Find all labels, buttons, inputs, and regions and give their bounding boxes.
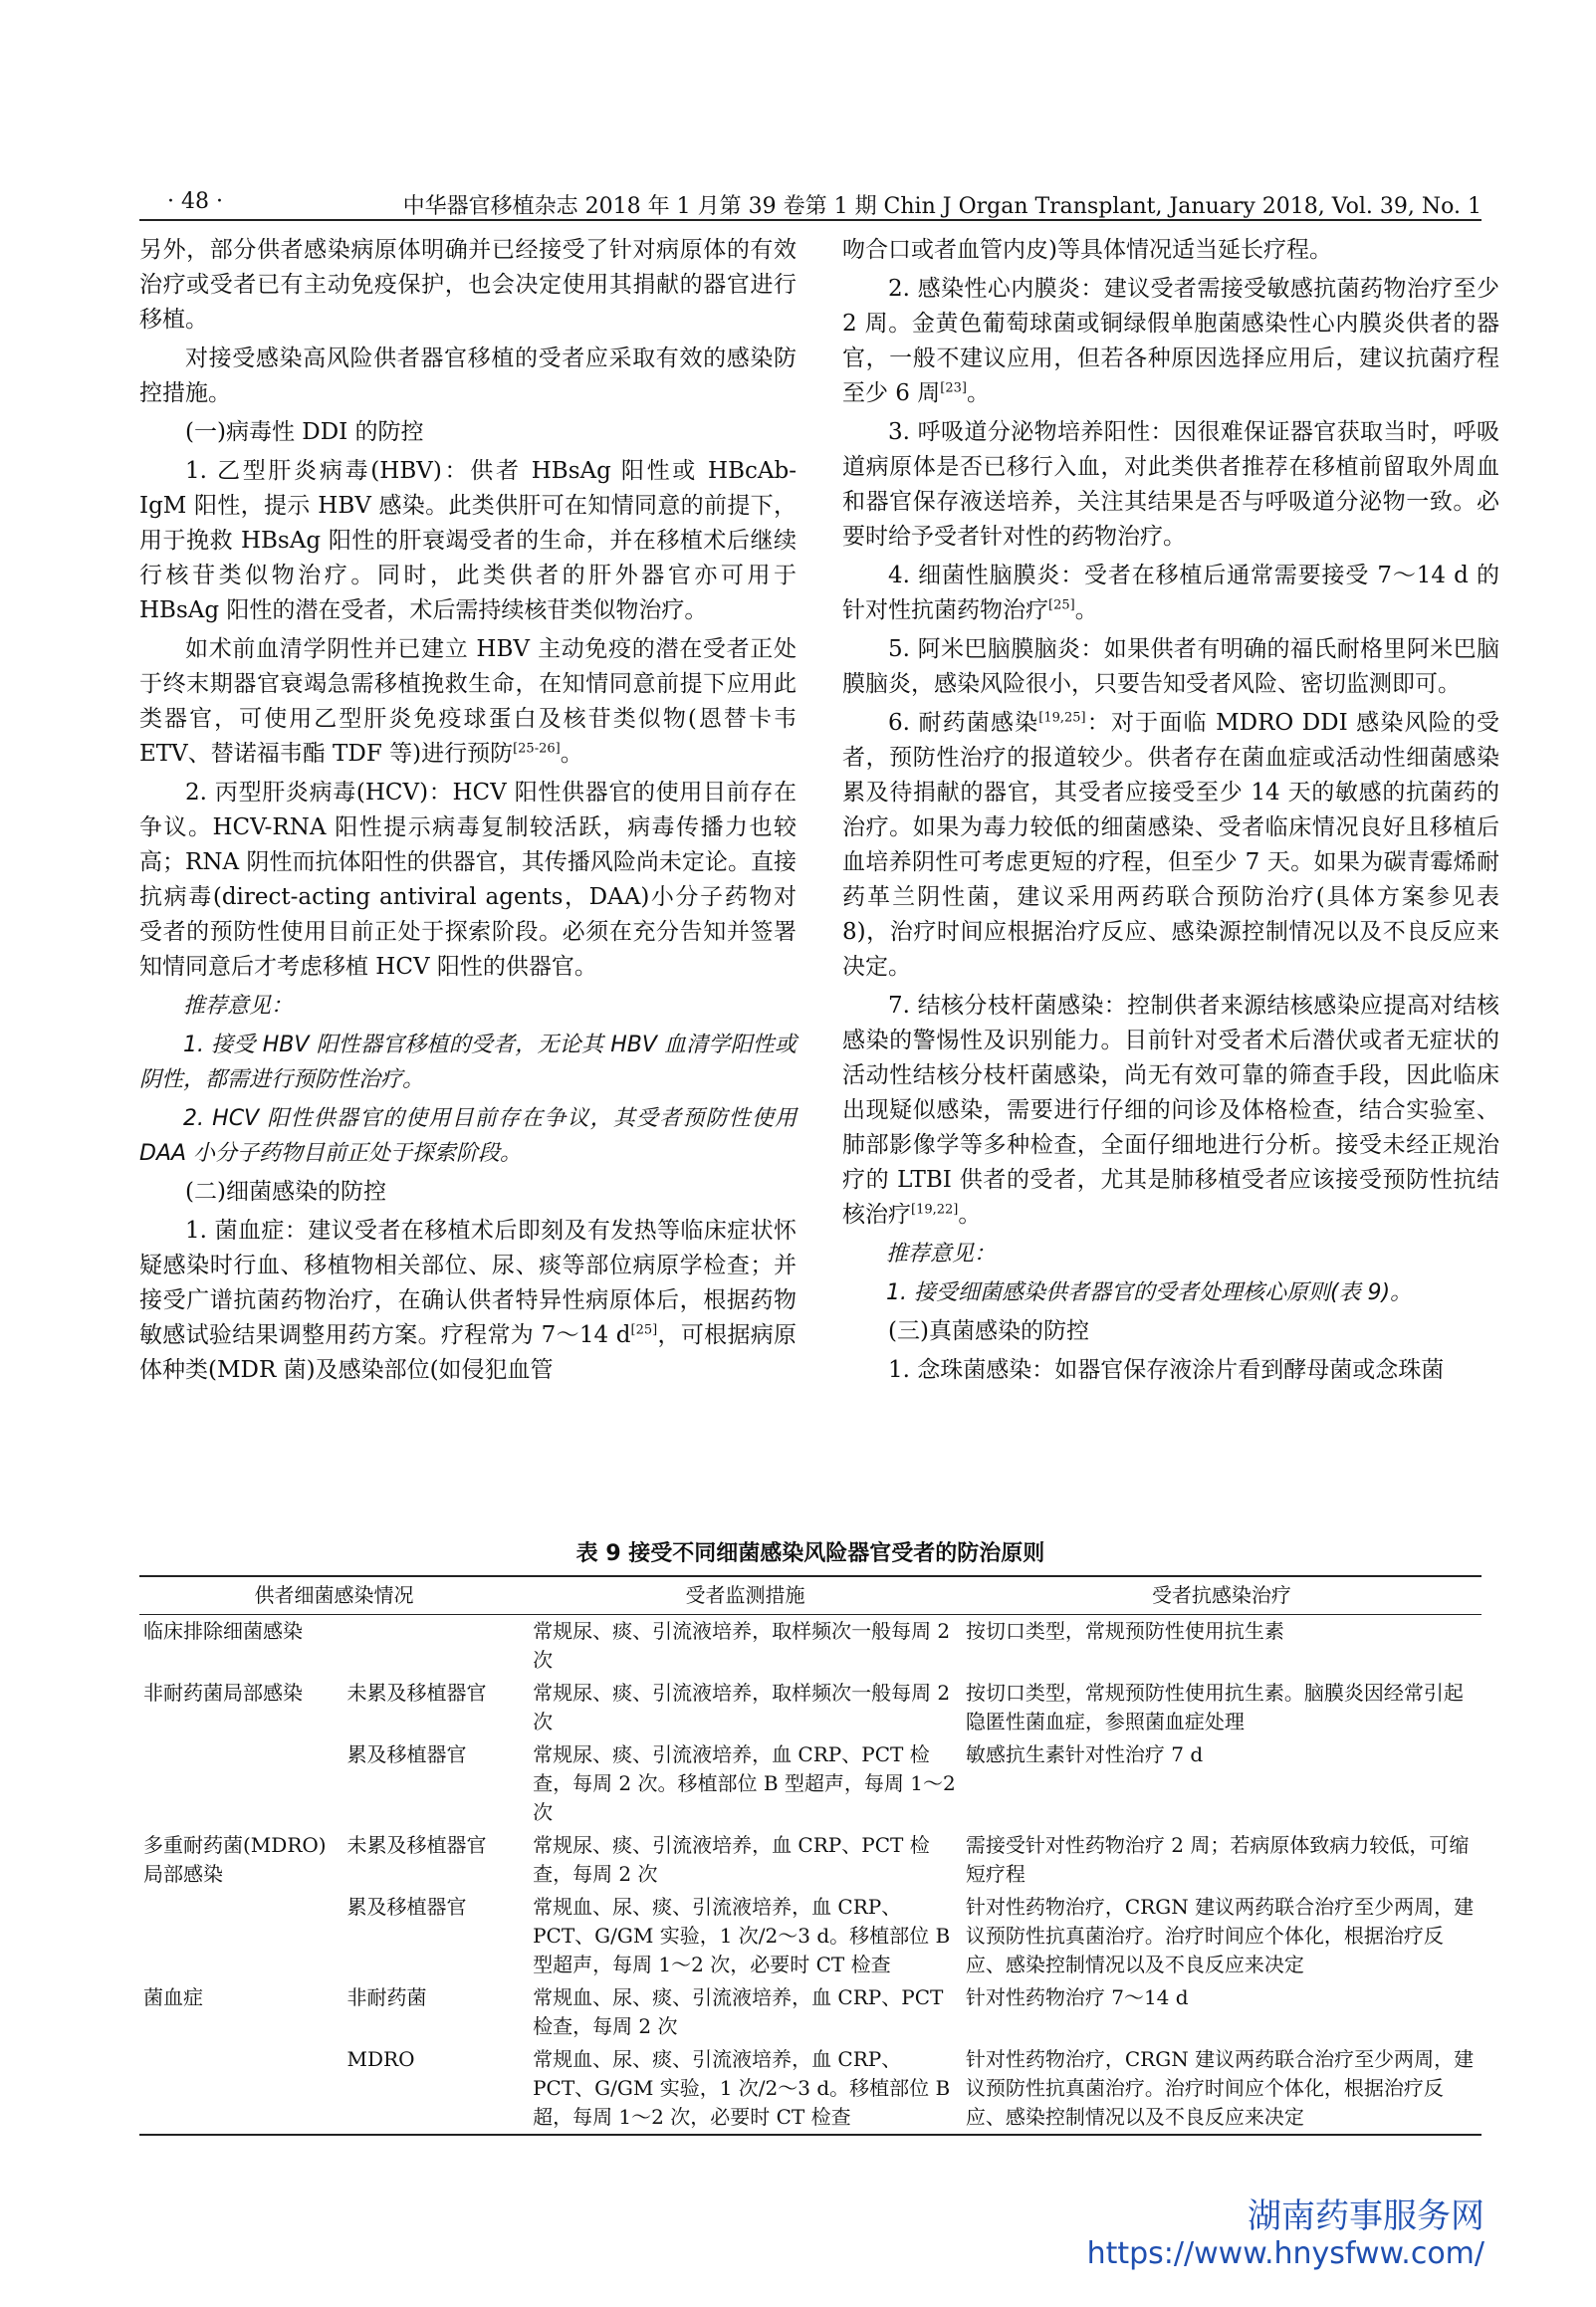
body-paragraph	[842, 1353, 1499, 1388]
paragraph-text: 1. 乙型肝炎病毒(HBV)：供者 HBsAg 阳性或 HBcAb-IgM 阳性，提示 HBV 感染。此类供肝可在知情同意的前提下，用于挽救 HBsAg 阳性的肝衰竭受者的生命，并在移植术后继续行核苷类似物治疗。同时，此类供者的肝外器官亦可用于 HBsAg 阳性的潜在受者，术后需持续核苷类似物治疗。	[139, 458, 797, 623]
cell-donor-category: 多重耐药菌(MDRO)局部感染	[143, 1833, 327, 1886]
table-header-row	[139, 1576, 1482, 1615]
right-column	[842, 233, 1499, 1392]
cell-donor-category: 非耐药菌局部感染	[143, 1681, 303, 1705]
paragraph-text: (三)真菌感染的防控	[888, 1318, 1089, 1344]
body-paragraph	[842, 233, 1499, 268]
cell-treatment: 按切口类型，常规预防性使用抗生素	[965, 1619, 1284, 1643]
paragraph-text: 1. 接受 HBV 阳性器官移植的受者，无论其 HBV 血清学阳性或阴性，都需进行预防性治疗。	[139, 1033, 797, 1092]
body-paragraph	[139, 1175, 797, 1210]
recommendation-paragraph	[842, 1275, 1499, 1310]
paragraph-text: (一)病毒性 DDI 的防控	[185, 419, 424, 445]
cell-treatment: 敏感抗生素针对性治疗 7 d	[965, 1742, 1204, 1766]
recommendation-paragraph	[139, 1028, 797, 1097]
cell-monitoring: 常规尿、痰、引流液培养，血 CRP、PCT 检查，每周 2 次	[533, 1833, 930, 1886]
paragraph-text: 7. 结核分枝杆菌感染：控制供者来源结核感染应提高对结核感染的警惕性及识别能力。目前针对受者术后潜伏或者无症状的活动性结核分枝杆菌感染，尚无有效可靠的筛查手段，因此临床出现疑似感染，需要进行仔细的问诊及体格检查，结合实验室、肺部影像学等多种检查，全面仔细地进行分析。接受未经正规治疗的 LTBI 供者的受者，尤其是肺移植受者应该接受预防性抗结核治疗	[842, 993, 1499, 1228]
cell-donor-category	[139, 2043, 343, 2135]
watermark-url[interactable]: https://www.hnysfww.com/	[1086, 2236, 1484, 2271]
cell-treatment: 针对性药物治疗，CRGN 建议两药联合治疗至少两周，建议预防性抗真菌治疗。治疗时间应个体化，根据治疗反应、感染控制情况以及不良反应来决定	[965, 2047, 1475, 2129]
left-column	[139, 233, 797, 1392]
body-paragraph	[842, 1314, 1499, 1349]
cell-donor-subcategory: 非耐药菌	[346, 1985, 427, 2009]
body-paragraph	[139, 632, 797, 772]
citation-ref: [19,22]	[911, 1202, 959, 1218]
page-number: · 48 ·	[167, 189, 223, 214]
cell-donor-subcategory: 累及移植器官	[346, 1895, 467, 1919]
recommendation-paragraph	[842, 1237, 1499, 1271]
body-paragraph	[139, 1214, 797, 1388]
cell-donor-subcategory: MDRO	[346, 2047, 415, 2071]
cell-monitoring: 常规尿、痰、引流液培养，血 CRP、PCT 检查，每周 2 次。移植部位 B 型超声，每周 1～2 次	[533, 1742, 956, 1824]
journal-citation: 中华器官移植杂志 2018 年 1 月第 39 卷第 1 期 Chin J Organ Transplant, January 2018, Vol. 39, No. 1	[402, 194, 1482, 219]
cell-monitoring: 常规血、尿、痰、引流液培养，血 CRP、PCT 检查，每周 2 次	[533, 1985, 944, 2038]
citation-ref: [25]	[630, 1322, 658, 1338]
body-paragraph	[139, 454, 797, 628]
cell-monitoring: 常规尿、痰、引流液培养，取样频次一般每周 2 次	[533, 1619, 951, 1672]
cell-donor-subcategory: 未累及移植器官	[346, 1833, 487, 1857]
cell-treatment: 需接受针对性药物治疗 2 周；若病原体致病力较低，可缩短疗程	[965, 1833, 1470, 1886]
body-paragraph	[139, 415, 797, 450]
cell-treatment: 针对性药物治疗，CRGN 建议两药联合治疗至少两周，建议预防性抗真菌治疗。治疗时间应个体化，根据治疗反应、感染控制情况以及不良反应来决定	[965, 1895, 1475, 1976]
paragraph-tail: 。	[958, 1202, 982, 1228]
paragraph-text: 2. HCV 阳性供器官的使用目前存在争议，其受者预防性使用 DAA 小分子药物目前正处于探索阶段。	[139, 1106, 797, 1166]
paragraph-text: 4. 细菌性脑膜炎：受者在移植后通常需要接受 7～14 d 的针对性抗菌药物治疗	[842, 563, 1499, 623]
cell-donor-category	[139, 1738, 343, 1829]
paragraph-text: 2. 丙型肝炎病毒(HCV)：HCV 阳性供器官的使用目前存在争议。HCV-RNA 阳性提示病毒复制较活跃，病毒传播力也较高；RNA 阴性而抗体阳性的供器官，其传播风险尚未定论。直接抗病毒(direct-acting antiviral agents，DAA)小分子药物对受者的预防性使用目前正处于探索阶段。必须在充分告知并签署知情同意后才考虑移植 HCV 阳性的供器官。	[139, 780, 797, 980]
paragraph-text: 5. 阿米巴脑膜脑炎：如果供者有明确的福氏耐格里阿米巴脑膜脑炎，感染风险很小，只要告知受者风险、密切监测即可。	[842, 636, 1499, 697]
paragraph-text: 如术前血清学阴性并已建立 HBV 主动免疫的潜在受者正处于终末期器官衰竭急需移植挽救生命，在知情同意前提下应用此类器官，可使用乙型肝炎免疫球蛋白及核苷类似物(恩替卡韦 ETV、替诺福韦酯 TDF 等)进行预防	[139, 636, 797, 767]
cell-donor-subcategory: 未累及移植器官	[346, 1681, 487, 1705]
paragraph-text: 6. 耐药菌感染	[888, 710, 1039, 736]
cell-monitoring: 常规血、尿、痰、引流液培养，血 CRP、PCT、G/GM 实验，1 次/2～3 d。移植部位 B 超，每周 1～2 次，必要时 CT 检查	[533, 2047, 951, 2129]
paragraph-tail: 。	[1074, 597, 1098, 623]
citation-ref: [25-26]	[513, 741, 561, 757]
table-row	[139, 1829, 1482, 1891]
cell-donor-category: 临床排除细菌感染	[143, 1619, 303, 1643]
cell-donor-category	[139, 1891, 343, 1981]
paragraph-text: 推荐意见：	[183, 994, 294, 1019]
table-row	[139, 1615, 1482, 1678]
cell-donor-category: 菌血症	[143, 1985, 203, 2009]
paragraph-text: 另外，部分供者感染病原体明确并已经接受了针对病原体的有效治疗或受者已有主动免疫保护，也会决定使用其捐献的器官进行移植。	[139, 237, 797, 333]
cell-monitoring: 常规血、尿、痰、引流液培养，血 CRP、PCT、G/GM 实验，1 次/2～3 d。移植部位 B 型超声，每周 1～2 次，必要时 CT 检查	[533, 1895, 951, 1976]
body-paragraph	[842, 559, 1499, 628]
body-paragraph	[842, 706, 1499, 985]
recommendation-paragraph	[139, 1101, 797, 1171]
table-row	[139, 2043, 1482, 2135]
citation-ref: [25]	[1048, 597, 1075, 613]
cell-treatment: 针对性药物治疗 7～14 d	[965, 1985, 1189, 2009]
watermark-site-name: 湖南药事服务网	[1248, 2196, 1484, 2236]
table-row	[139, 1981, 1482, 2043]
paragraph-text: 1. 念珠菌感染：如器官保存液涂片看到酵母菌或念珠菌	[888, 1357, 1445, 1383]
cell-donor-subcategory	[343, 1615, 530, 1678]
paragraph-text: 2. 感染性心内膜炎：建议受者需接受敏感抗菌药物治疗至少 2 周。金黄色葡萄球菌或铜绿假单胞菌感染性心内膜炎供者的器官，一般不建议应用，但若各种原因选择应用后，建议抗菌疗程至少 6 周	[842, 276, 1499, 406]
body-paragraph	[842, 415, 1499, 555]
citation-ref: [19,25]	[1038, 710, 1086, 726]
paragraph-text: (二)细菌感染的防控	[185, 1179, 386, 1205]
site-watermark	[1087, 2196, 1484, 2272]
table-row	[139, 1891, 1482, 1981]
paragraph-tail: 。	[560, 741, 583, 767]
header-recipient-monitoring: 受者监测措施	[529, 1576, 962, 1615]
citation-ref: [23]	[940, 380, 967, 396]
header-donor-infection: 供者细菌感染情况	[139, 1576, 529, 1615]
paragraph-tail: 。	[966, 380, 990, 406]
paragraph-tail: ，可根据病原体种类(MDR 菌)及感染部位(如侵犯血管	[139, 1322, 798, 1383]
body-paragraph	[139, 233, 797, 338]
paragraph-text: 吻合口或者血管内皮)等具体情况适当延长疗程。	[842, 237, 1332, 263]
body-paragraph	[842, 989, 1499, 1233]
paragraph-text: 推荐意见：	[886, 1242, 997, 1267]
cell-monitoring: 常规尿、痰、引流液培养，取样频次一般每周 2 次	[533, 1681, 951, 1733]
paragraph-text: 1. 接受细菌感染供者器官的受者处理核心原则(表 9)。	[886, 1280, 1413, 1305]
body-paragraph	[139, 342, 797, 411]
table-row	[139, 1677, 1482, 1738]
cell-donor-subcategory: 累及移植器官	[346, 1742, 467, 1766]
header-recipient-treatment: 受者抗感染治疗	[962, 1576, 1482, 1615]
body-paragraph	[842, 272, 1499, 411]
table-title: 表 9 接受不同细菌感染风险器官受者的防治原则	[575, 1541, 1045, 1566]
table-row	[139, 1738, 1482, 1829]
running-header	[139, 187, 1482, 221]
recommendation-paragraph	[139, 989, 797, 1024]
paragraph-text: 对接受感染高风险供者器官移植的受者应采取有效的感染防控措施。	[139, 346, 797, 406]
body-paragraph	[139, 776, 797, 985]
table-9	[139, 1575, 1482, 2136]
paragraph-tail: ：对于面临 MDRO DDI 感染风险的受者，预防性治疗的报道较少。供者存在菌血症或活动性细菌感染累及待捐献的器官，其受者应接受至少 14 天的敏感的抗菌药的治疗。如果为毒力较低的细菌感染、受者临床情况良好且移植后血培养阴性可考虑更短的疗程，但至少 7 天。如果为碳青霉烯耐药革兰阴性菌，建议采用两药联合预防治疗(具体方案参见表 8)，治疗时间应根据治疗反应、感染源控制情况以及不良反应来决定。	[842, 710, 1499, 980]
paragraph-text: 3. 呼吸道分泌物培养阳性：因很难保证器官获取当时，呼吸道病原体是否已移行入血，对此类供者推荐在移植前留取外周血和器官保存液送培养，关注其结果是否与呼吸道分泌物一致。必要时给予受者针对性的药物治疗。	[842, 419, 1499, 550]
cell-treatment: 按切口类型，常规预防性使用抗生素。脑膜炎因经常引起隐匿性菌血症，参照菌血症处理	[965, 1681, 1464, 1733]
body-paragraph	[842, 632, 1499, 702]
paragraph-text: 1. 菌血症：建议受者在移植术后即刻及有发热等临床症状怀疑感染时行血、移植物相关部位、尿、痰等部位病原学检查；并接受广谱抗菌药物治疗，在确认供者特异性病原体后，根据药物敏感试验结果调整用药方案。疗程常为 7～14 d	[139, 1218, 797, 1348]
